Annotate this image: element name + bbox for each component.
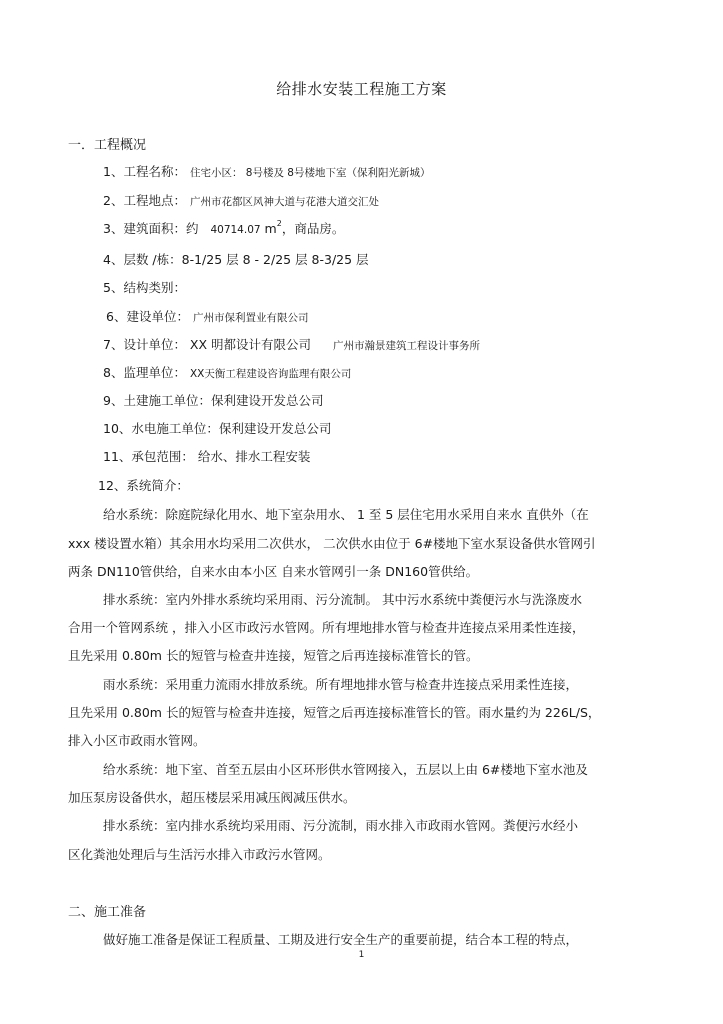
item-label: 6、建设单位： xyxy=(106,309,189,324)
item-label: 7、设计单位： XX 明都设计有限公司 xyxy=(103,337,312,352)
overview-item-designer xyxy=(103,335,480,353)
paragraph-line: 给水系统：地下室、首至五层由小区环形供水管网接入，五层以上由 6#楼地下室水池及 xyxy=(103,762,588,777)
item-value: 住宅小区： 8号楼及 8号楼地下室（保利阳光新城） xyxy=(189,167,431,179)
paragraph-line: 且先采用 0.80m 长的短管与检查井连接，短管之后再连接标准管长的管。雨水量约为 226L/S， xyxy=(68,705,601,720)
item-value: XX天衡工程建设咨询监理有限公司 xyxy=(189,368,352,380)
overview-item-system-intro: 12、系统简介： xyxy=(98,478,189,493)
overview-item-area xyxy=(103,219,344,237)
overview-item-location xyxy=(103,191,379,209)
paragraph-line: 且先采用 0.80m 长的短管与检查井连接，短管之后再连接标准管长的管。 xyxy=(68,648,479,663)
area-unit: m xyxy=(264,221,277,236)
paragraph-line: 做好施工准备是保证工程质量、工期及进行安全生产的重要前提，结合本工程的特点， xyxy=(103,932,579,947)
paragraph-line: 排入小区市政雨水管网。 xyxy=(68,733,206,748)
overview-item-project-name xyxy=(103,162,431,180)
item-value: 广州市保利置业有限公司 xyxy=(192,312,309,324)
paragraph-line: 两条 DN110管供给，自来水由本小区 自来水管网引一条 DN160管供给。 xyxy=(68,564,479,579)
overview-item-floors: 4、层数 /栋：8-1/25 层 8 - 2/25 层 8-3/25 层 xyxy=(103,252,369,267)
page-number: 1 xyxy=(358,950,365,960)
paragraph-line: 雨水系统：采用重力流雨水排放系统。所有埋地排水管与检查井连接点采用柔性连接， xyxy=(103,677,579,692)
section-heading-overview: 一．工程概况 xyxy=(68,138,147,153)
overview-item-supervisor xyxy=(103,363,351,381)
overview-item-owner xyxy=(106,307,308,325)
item-label: 1、工程名称： xyxy=(103,164,186,179)
area-suffix: ，商品房。 xyxy=(281,221,345,236)
item-label: 2、工程地点： xyxy=(103,193,186,208)
page-title: 给排水安装工程施工方案 xyxy=(276,80,447,98)
overview-item-structure: 5、结构类别： xyxy=(103,280,186,295)
paragraph-line: 加压泵房设备供水，超压楼层采用减压阀减压供水。 xyxy=(68,790,356,805)
paragraph-line: 区化粪池处理后与生活污水排入市政污水管网。 xyxy=(68,847,331,862)
paragraph-line: xxx 楼设置水箱）其余用水均采用二次供水， 二次供水由位于 6#楼地下室水泵设备供水管网引 xyxy=(68,536,596,551)
paragraph-line: 排水系统：室内外排水系统均采用雨、污分流制。 其中污水系统中粪便污水与洗涤废水 xyxy=(103,592,582,607)
item-label: 8、监理单位： xyxy=(103,365,186,380)
overview-item-scope: 11、承包范围： 给水、排水工程安装 xyxy=(103,449,311,464)
section-heading-preparation: 二、施工准备 xyxy=(68,905,147,920)
overview-item-mep-contractor: 10、水电施工单位：保利建设开发总公司 xyxy=(103,421,332,436)
item-label: 3、建筑面积：约 xyxy=(103,221,199,236)
paragraph-line: 给水系统：除庭院绿化用水、地下室杂用水、 1 至 5 层住宅用水采用自来水 直供外（在 xyxy=(103,507,589,522)
area-unit-exponent: 2 xyxy=(276,219,282,228)
item-value: 广州市瀚景建筑工程设计事务所 xyxy=(333,340,481,352)
paragraph-line: 合用一个管网系统 ，排入小区市政污水管网。所有埋地排水管与检查井连接点采用柔性连接， xyxy=(68,620,585,635)
area-number: 40714.07 xyxy=(210,224,261,236)
paragraph-line: 排水系统：室内排水系统均采用雨、污分流制，雨水排入市政雨水管网。粪便污水经小 xyxy=(103,818,579,833)
item-value: 广州市花都区风神大道与花港大道交汇处 xyxy=(189,196,379,208)
overview-item-civil-contractor: 9、土建施工单位：保利建设开发总公司 xyxy=(103,393,324,408)
